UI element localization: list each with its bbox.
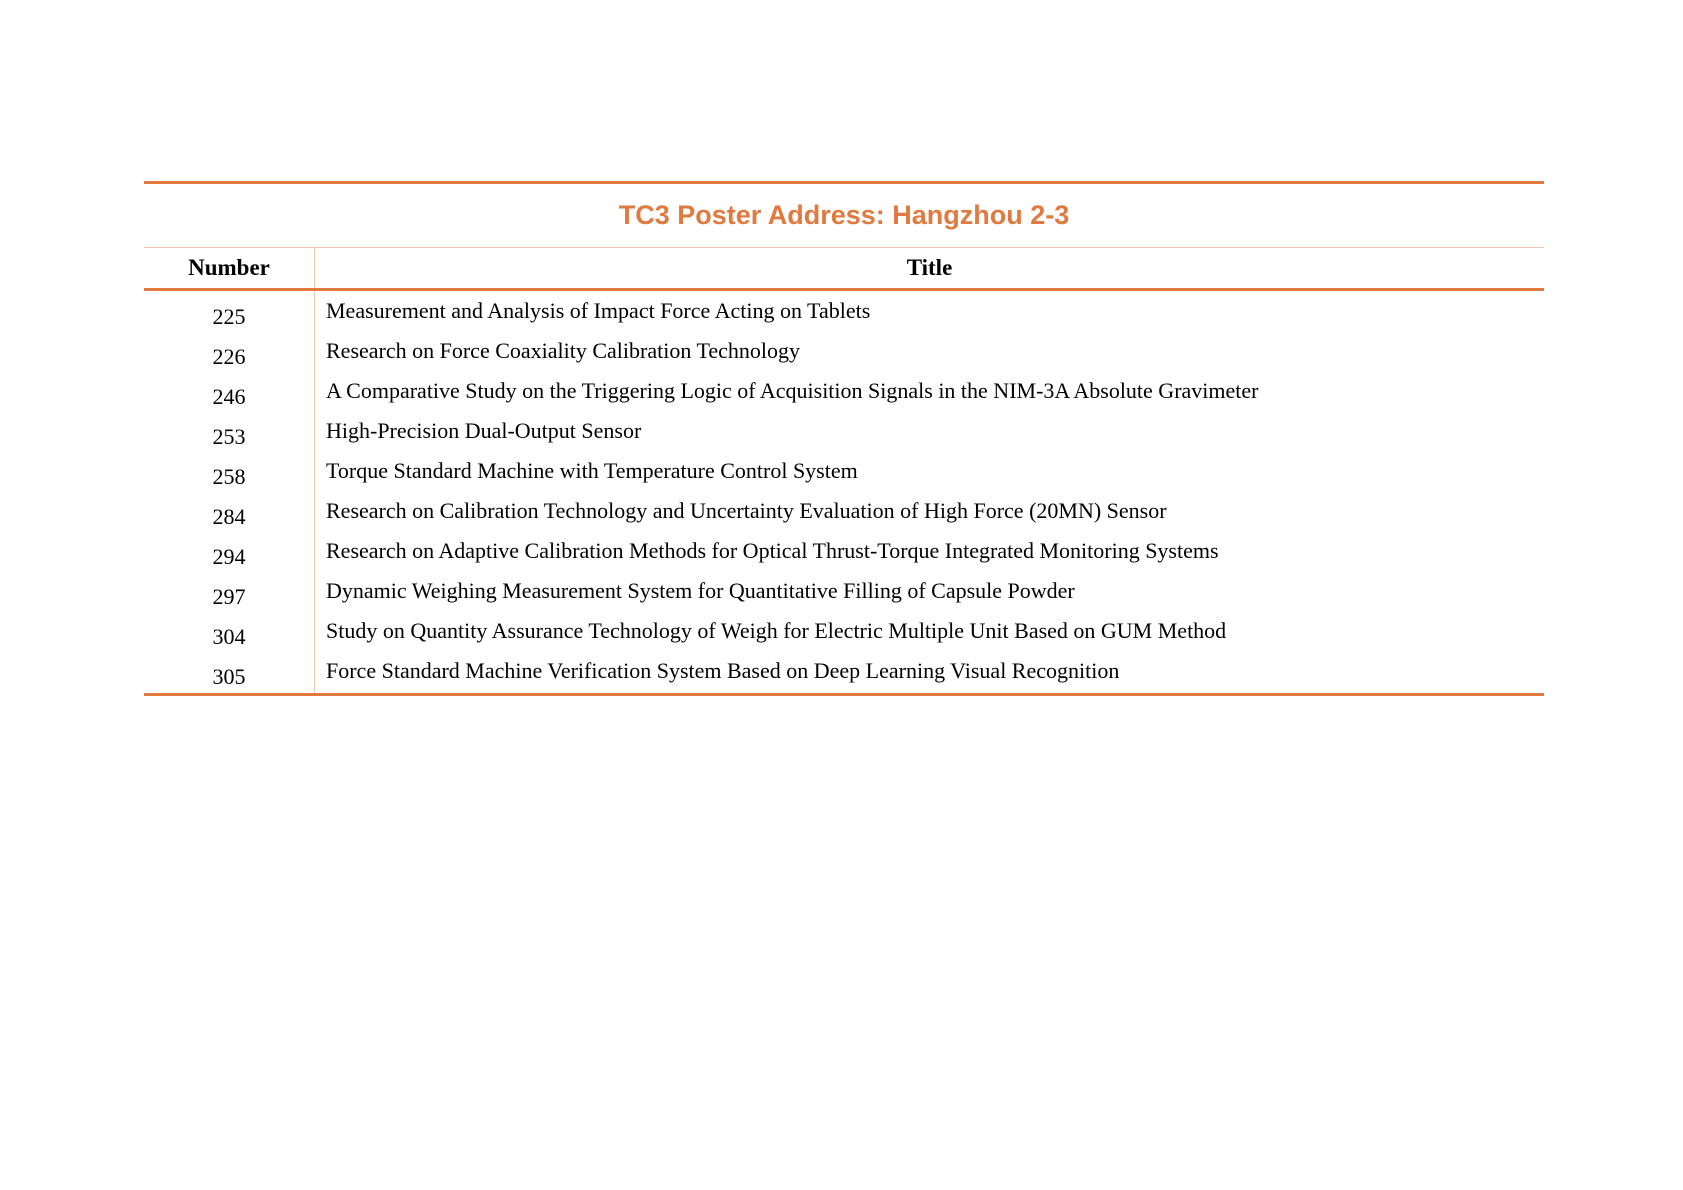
row-number: 304 xyxy=(144,611,315,651)
table-row xyxy=(144,491,1544,531)
table-row xyxy=(144,411,1544,451)
row-title: Research on Calibration Technology and Uncertainty Evaluation of High Force (20MN) Sensor xyxy=(326,498,1167,523)
table-body xyxy=(144,291,1544,696)
table-row xyxy=(144,291,1544,331)
row-title: High-Precision Dual-Output Sensor xyxy=(326,418,642,443)
row-title: A Comparative Study on the Triggering Logic of Acquisition Signals in the NIM-3A Absolute Gravimeter xyxy=(326,378,1259,403)
table-row xyxy=(144,571,1544,611)
row-title: Dynamic Weighing Measurement System for Quantitative Filling of Capsule Powder xyxy=(326,578,1075,603)
row-title: Study on Quantity Assurance Technology of Weigh for Electric Multiple Unit Based on GUM Method xyxy=(326,618,1227,643)
row-number: 305 xyxy=(144,651,315,693)
title-column-header: Title xyxy=(906,255,953,280)
row-number: 297 xyxy=(144,571,315,611)
row-title: Research on Adaptive Calibration Methods for Optical Thrust-Torque Integrated Monitoring Systems xyxy=(326,538,1219,563)
row-title: Force Standard Machine Verification System Based on Deep Learning Visual Recognition xyxy=(326,658,1120,683)
row-title: Research on Force Coaxiality Calibration Technology xyxy=(326,338,800,363)
table-row xyxy=(144,451,1544,491)
row-number: 225 xyxy=(144,291,315,331)
row-number: 284 xyxy=(144,491,315,531)
row-number: 226 xyxy=(144,331,315,371)
table-row xyxy=(144,651,1544,693)
row-number: 258 xyxy=(144,451,315,491)
row-number: 246 xyxy=(144,371,315,411)
row-title: Torque Standard Machine with Temperature Control System xyxy=(326,458,858,483)
poster-table xyxy=(144,181,1544,696)
table-row xyxy=(144,371,1544,411)
table-row xyxy=(144,331,1544,371)
number-column-header: Number xyxy=(144,248,315,288)
table-row xyxy=(144,611,1544,651)
table-title: TC3 Poster Address: Hangzhou 2-3 xyxy=(144,184,1544,248)
row-title: Measurement and Analysis of Impact Force Acting on Tablets xyxy=(326,298,871,323)
row-number: 294 xyxy=(144,531,315,571)
row-number: 253 xyxy=(144,411,315,451)
table-row xyxy=(144,531,1544,571)
header-row xyxy=(144,248,1544,291)
